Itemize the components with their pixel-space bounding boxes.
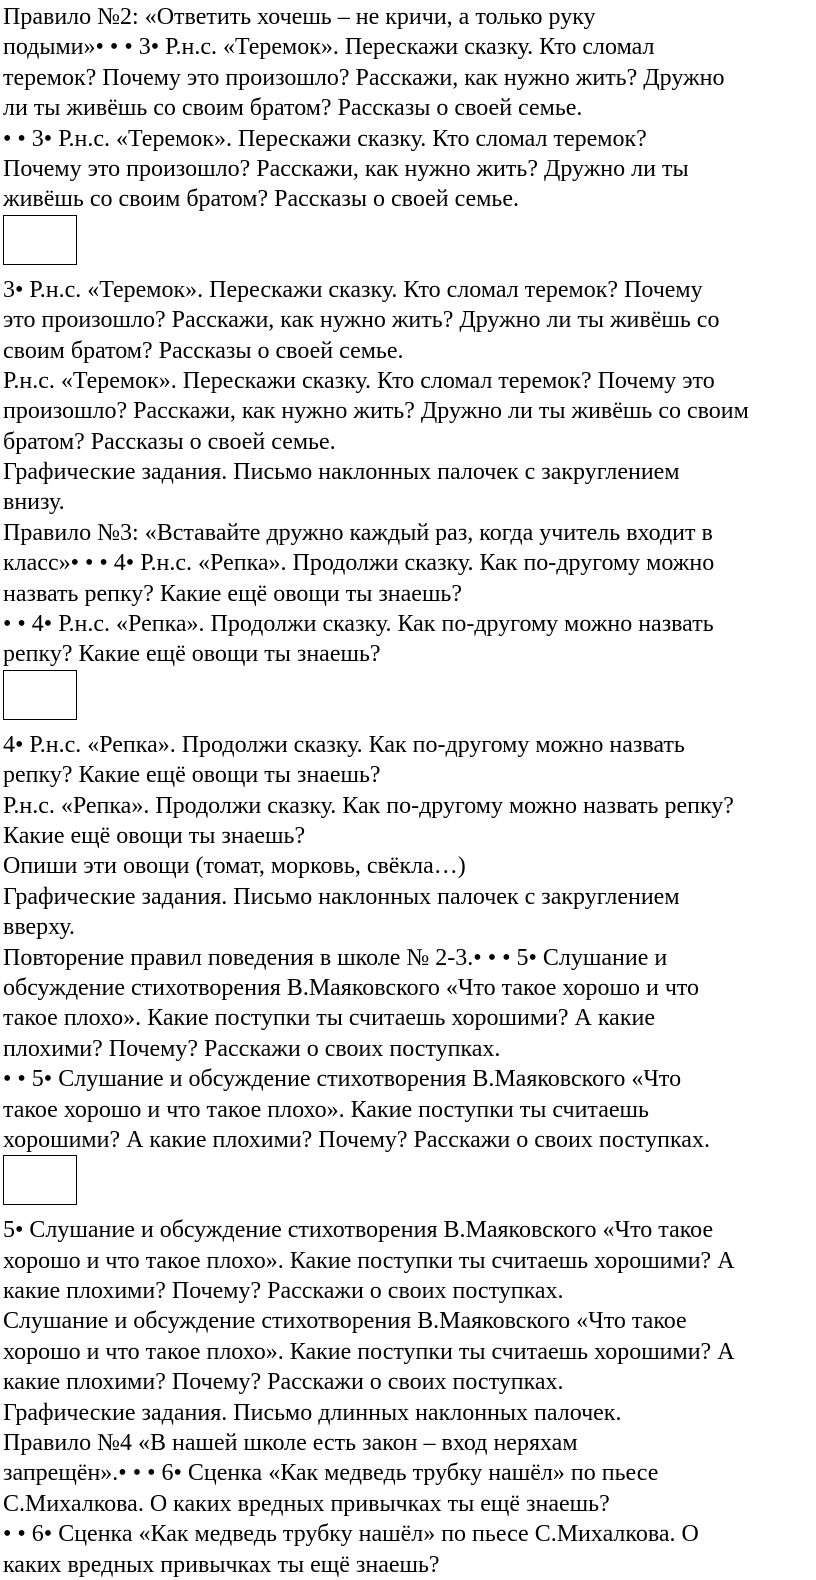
- text-line: обсуждение стихотворения В.Маяковского «Что такое хорошо и что: [3, 974, 700, 1001]
- text-line: Почему это произошло? Расскажи, как нужно жить? Дружно ли ты: [3, 155, 689, 182]
- text-line: живёшь со своим братом? Рассказы о своей семье.: [3, 186, 519, 213]
- text-line: Повторение правил поведения в школе № 2-3.• • • 5• Слушание и: [3, 944, 668, 971]
- text-line: Слушание и обсуждение стихотворения В.Маяковского «Что такое: [3, 1308, 687, 1335]
- text-line: братом? Рассказы о своей семье.: [3, 428, 336, 455]
- text-line: Правило №3: «Вставайте дружно каждый раз, когда учитель входит в: [3, 519, 713, 546]
- text-line: запрещён».• • • 6• Сценка «Как медведь трубку нашёл» по пьесе: [3, 1460, 659, 1487]
- text-line: плохими? Почему? Расскажи о своих поступках.: [3, 1035, 501, 1062]
- text-line: подыми»• • • 3• Р.н.с. «Теремок». Перескажи сказку. Кто сломал: [3, 34, 655, 61]
- text-line: • • 6• Сценка «Как медведь трубку нашёл» по пьесе С.Михалкова. О: [3, 1521, 699, 1548]
- text-line: такое плохо». Какие поступки ты считаешь хорошими? А какие: [3, 1005, 655, 1032]
- text-line: Правило №4 «В нашей школе есть закон – вход неряхам: [3, 1430, 578, 1457]
- text-line: 4• Р.н.с. «Репка». Продолжи сказку. Как по-другому можно назвать: [3, 731, 685, 758]
- text-line: Графические задания. Письмо наклонных палочек с закруглением: [3, 883, 680, 910]
- text-line: какие плохими? Почему? Расскажи о своих поступках.: [3, 1278, 564, 1305]
- text-line: какие плохими? Почему? Расскажи о своих поступках.: [3, 1369, 564, 1396]
- text-line: • • 5• Слушание и обсуждение стихотворения В.Маяковского «Что: [3, 1066, 682, 1093]
- text-line: произошло? Расскажи, как нужно жить? Дружно ли ты живёшь со своим: [3, 398, 749, 425]
- text-line: вверху.: [3, 914, 75, 941]
- empty-box: [3, 1155, 77, 1205]
- text-line: назвать репку? Какие ещё овощи ты знаешь?: [3, 580, 463, 607]
- text-line: Какие ещё овощи ты знаешь?: [3, 822, 306, 849]
- text-line: своим братом? Рассказы о своей семье.: [3, 337, 404, 364]
- empty-box: [3, 670, 77, 720]
- text-line: С.Михалкова. О каких вредных привычках ты ещё знаешь?: [3, 1490, 610, 1517]
- text-line: Р.н.с. «Теремок». Перескажи сказку. Кто сломал теремок? Почему это: [3, 367, 715, 394]
- text-line: Правило №2: «Ответить хочешь – не кричи, а только руку: [3, 4, 596, 30]
- text-line: хорошими? А какие плохими? Почему? Расскажи о своих поступках.: [3, 1126, 710, 1153]
- text-line: репку? Какие ещё овощи ты знаешь?: [3, 641, 381, 668]
- text-line: Графические задания. Письмо наклонных палочек с закруглением: [3, 459, 680, 486]
- text-line: Р.н.с. «Репка». Продолжи сказку. Как по-другому можно назвать репку?: [3, 792, 734, 819]
- empty-box: [3, 215, 77, 265]
- text-line: каких вредных привычках ты ещё знаешь?: [3, 1551, 440, 1578]
- text-line: внизу.: [3, 489, 65, 516]
- text-line: ли ты живёшь со своим братом? Рассказы о своей семье.: [3, 95, 583, 122]
- text-line: хорошо и что такое плохо». Какие поступки ты считаешь хорошими? А: [3, 1338, 735, 1365]
- document-body: [3, 2, 816, 1580]
- text-line: класс»• • • 4• Р.н.с. «Репка». Продолжи сказку. Как по-другому можно: [3, 550, 715, 577]
- text-line: 3• Р.н.с. «Теремок». Перескажи сказку. Кто сломал теремок? Почему: [3, 276, 703, 303]
- text-line: • • 4• Р.н.с. «Репка». Продолжи сказку. Как по-другому можно назвать: [3, 611, 714, 638]
- text-line: Графические задания. Письмо длинных наклонных палочек.: [3, 1399, 622, 1426]
- text-line: это произошло? Расскажи, как нужно жить? Дружно ли ты живёшь со: [3, 307, 720, 334]
- text-line: теремок? Почему это произошло? Расскажи, как нужно жить? Дружно: [3, 64, 725, 91]
- text-line: 5• Слушание и обсуждение стихотворения В.Маяковского «Что такое: [3, 1217, 714, 1244]
- text-line: репку? Какие ещё овощи ты знаешь?: [3, 762, 381, 789]
- text-line: хорошо и что такое плохо». Какие поступки ты считаешь хорошими? А: [3, 1247, 735, 1274]
- text-line: Опиши эти овощи (томат, морковь, свёкла…): [3, 853, 466, 880]
- text-line: такое хорошо и что такое плохо». Какие поступки ты считаешь: [3, 1096, 649, 1123]
- text-line: • • 3• Р.н.с. «Теремок». Перескажи сказку. Кто сломал теремок?: [3, 125, 647, 152]
